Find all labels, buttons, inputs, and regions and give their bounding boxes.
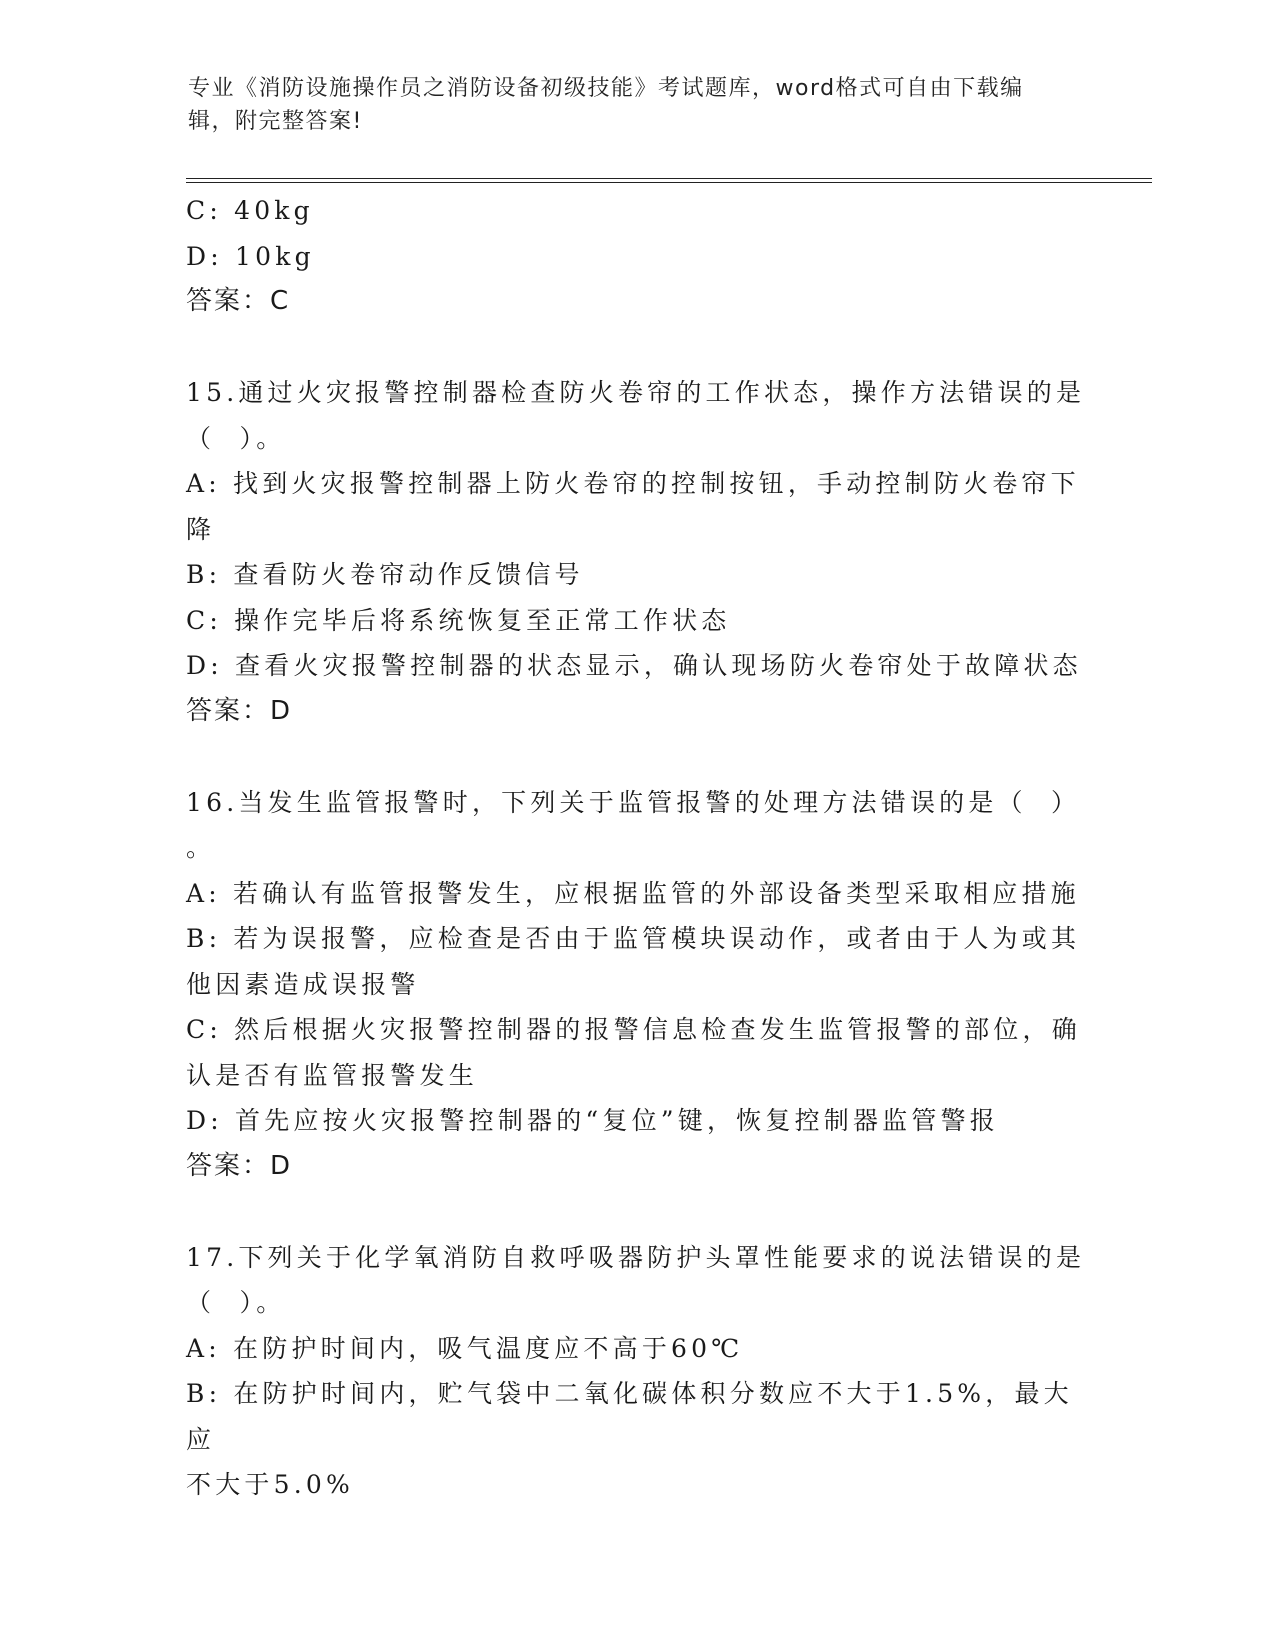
question-stem-continued: （ ）。 bbox=[186, 423, 286, 453]
spacer bbox=[186, 325, 1086, 371]
question-stem-continued: 。 bbox=[186, 833, 216, 862]
option-c: C: 40kg bbox=[186, 196, 314, 225]
question-stem: 16.当发生监管报警时，下列关于监管报警的处理方法错误的是（ ） bbox=[186, 787, 1081, 817]
option-d: D: 10kg bbox=[186, 241, 315, 271]
option-c: C: 操作完毕后将系统恢复至正常工作状态 bbox=[186, 605, 731, 635]
option-d: D: 查看火灾报警控制器的状态显示，确认现场防火卷帘处于故障状态 bbox=[186, 651, 1082, 680]
question-stem-continued: （ ）。 bbox=[186, 1288, 286, 1317]
answer: 答案：D bbox=[186, 695, 293, 726]
answer: 答案：D bbox=[186, 1150, 293, 1181]
header-rule-top bbox=[186, 178, 1152, 179]
question-15 bbox=[186, 370, 1086, 734]
option-b-continued: 他因素造成误报警 bbox=[186, 969, 420, 999]
header-title-line-2: 辑，附完整答案! bbox=[188, 109, 363, 134]
option-a: A: 在防护时间内，吸气温度应不高于60℃ bbox=[186, 1333, 744, 1363]
question-stem: 17.下列关于化学氧消防自救呼吸器防护头罩性能要求的说法错误的是 bbox=[186, 1242, 1086, 1272]
option-a: A: 若确认有监管报警发生，应根据监管的外部设备类型采取相应措施 bbox=[186, 878, 1080, 908]
question-17 bbox=[186, 1235, 1086, 1508]
question-14-tail bbox=[186, 188, 1086, 325]
option-a-continued: 降 bbox=[186, 514, 216, 544]
spacer bbox=[186, 734, 1086, 780]
question-16 bbox=[186, 780, 1086, 1190]
header-title-line-1: 专业《消防设施操作员之消防设备初级技能》考试题库，word格式可自由下载编 bbox=[188, 76, 1024, 101]
question-content bbox=[186, 188, 1086, 1508]
spacer bbox=[186, 1189, 1086, 1235]
option-b: B: 在防护时间内，贮气袋中二氧化碳体积分数应不大于1.5%，最大应 bbox=[186, 1379, 1073, 1454]
question-stem: 15.通过火灾报警控制器检查防火卷帘的工作状态，操作方法错误的是 bbox=[186, 378, 1086, 407]
option-d: D: 首先应按火灾报警控制器的“复位”键，恢复控制器监管警报 bbox=[186, 1106, 999, 1135]
document-header bbox=[188, 72, 1068, 138]
option-c-continued: 认是否有监管报警发生 bbox=[186, 1060, 479, 1090]
option-b: B: 查看防火卷帘动作反馈信号 bbox=[186, 560, 584, 589]
header-rule-bottom bbox=[186, 182, 1152, 183]
option-b-continued: 不大于5.0% bbox=[186, 1470, 354, 1499]
option-b: B: 若为误报警，应检查是否由于监管模块误动作，或者由于人为或其 bbox=[186, 924, 1081, 953]
answer: 答案：C bbox=[186, 286, 291, 316]
option-c: C: 然后根据火灾报警控制器的报警信息检查发生监管报警的部位，确 bbox=[186, 1015, 1081, 1044]
option-a: A: 找到火灾报警控制器上防火卷帘的控制按钮，手动控制防火卷帘下 bbox=[186, 469, 1080, 498]
